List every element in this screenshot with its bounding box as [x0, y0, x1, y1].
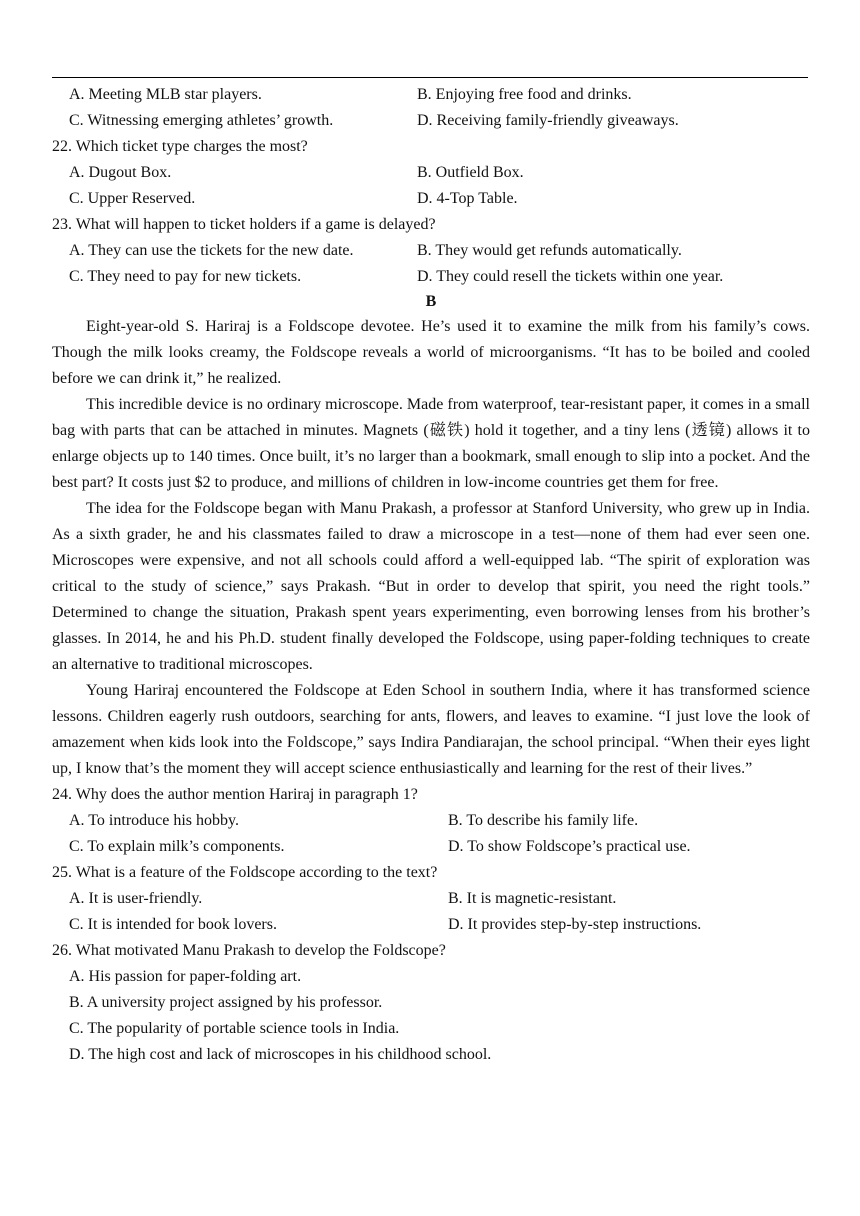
q23-option-d: D. They could resell the tickets within one year. [417, 268, 724, 285]
q21-option-c: C. Witnessing emerging athletes’ growth. [69, 112, 334, 129]
q24-option-b: B. To describe his family life. [448, 812, 639, 829]
q26-option-d: D. The high cost and lack of microscopes in his childhood school. [69, 1046, 492, 1063]
q21-option-d: D. Receiving family-friendly giveaways. [417, 112, 679, 129]
header-rule [52, 77, 808, 78]
q25-question: 25. What is a feature of the Foldscope according to the text? [52, 864, 438, 881]
q21-option-b: B. Enjoying free food and drinks. [417, 86, 632, 103]
q22-option-d: D. 4-Top Table. [417, 190, 518, 207]
q23-question: 23. What will happen to ticket holders if a game is delayed? [52, 216, 436, 233]
passage-paragraph-4: Young Hariraj encountered the Foldscope at Eden School in southern India, where it has transformed science lessons. Children eagerly rush outdoors, searching for ants, flowers, and leaves to examine. “I just love the look of amazement when kids look into the Foldscope,” says Indira Pandiarajan, the school principal. “When their eyes light up, I know that’s the moment they will accept science enthusiastically and learning for the rest of their lives.” [52, 682, 810, 777]
q23-options-row-1 [52, 238, 810, 264]
q24-option-c: C. To explain milk’s components. [69, 838, 285, 855]
q22-option-b: B. Outfield Box. [417, 164, 524, 181]
q22-question: 22. Which ticket type charges the most? [52, 138, 308, 155]
passage-paragraph-1: Eight-year-old S. Hariraj is a Foldscope devotee. He’s used it to examine the milk from his family’s cows. Though the milk looks creamy, the Foldscope reveals a world of microorganisms. “It has to be boiled and cooled before we can drink it,” he realized. [52, 318, 810, 387]
q26-option-c: C. The popularity of portable science tools in India. [69, 1020, 400, 1037]
exam-page [52, 82, 810, 1068]
passage-paragraph-3: The idea for the Foldscope began with Manu Prakash, a professor at Stanford University, who grew up in India. As a sixth grader, he and his classmates failed to draw a microscope in a test—none of them had ever seen one. Microscopes were expensive, and not all schools could afford a well-equipped lab. “The spirit of exploration was critical to the study of science,” says Prakash. “But in order to develop that spirit, you need the right tools.” Determined to change the situation, Prakash spent years experimenting, even borrowing lenses from his brother’s glasses. In 2014, he and his Ph.D. student finally developed the Foldscope, using paper-folding techniques to create an alternative to traditional microscopes. [52, 500, 810, 673]
q25-options-row-2 [52, 912, 810, 938]
q25-option-d: D. It provides step-by-step instructions. [448, 916, 702, 933]
q24-options-row-1 [52, 808, 810, 834]
q22-options-row-1 [52, 160, 810, 186]
q21-option-a: A. Meeting MLB star players. [69, 86, 262, 103]
q25-option-b: B. It is magnetic-resistant. [448, 890, 617, 907]
q23-option-c: C. They need to pay for new tickets. [69, 268, 302, 285]
q24-option-a: A. To introduce his hobby. [69, 812, 239, 829]
q22-option-c: C. Upper Reserved. [69, 190, 196, 207]
q26-option-b: B. A university project assigned by his professor. [69, 994, 383, 1011]
q22-option-a: A. Dugout Box. [69, 164, 172, 181]
q25-options-row-1 [52, 886, 810, 912]
section-b-heading: B [425, 293, 437, 310]
q23-option-a: A. They can use the tickets for the new date. [69, 242, 354, 259]
q22-options-row-2 [52, 186, 810, 212]
q21-options-row-2 [52, 108, 810, 134]
q25-option-c: C. It is intended for book lovers. [69, 916, 277, 933]
q21-options-row-1 [52, 82, 810, 108]
q26-question: 26. What motivated Manu Prakash to develop the Foldscope? [52, 942, 446, 959]
q24-options-row-2 [52, 834, 810, 860]
q26-option-a: A. His passion for paper-folding art. [69, 968, 302, 985]
q23-options-row-2 [52, 264, 810, 290]
q24-option-d: D. To show Foldscope’s practical use. [448, 838, 691, 855]
passage-paragraph-2: This incredible device is no ordinary microscope. Made from waterproof, tear-resistant paper, it comes in a small bag with parts that can be attached in minutes. Magnets (磁铁) hold it together, and a tiny lens (透镜) allows it to enlarge objects up to 140 times. Once built, it’s no larger than a bookmark, small enough to slip into a pocket. And the best part? It costs just $2 to produce, and millions of children in low-income countries get them for free. [52, 396, 810, 491]
q24-question: 24. Why does the author mention Hariraj in paragraph 1? [52, 786, 418, 803]
q25-option-a: A. It is user-friendly. [69, 890, 203, 907]
q23-option-b: B. They would get refunds automatically. [417, 242, 682, 259]
